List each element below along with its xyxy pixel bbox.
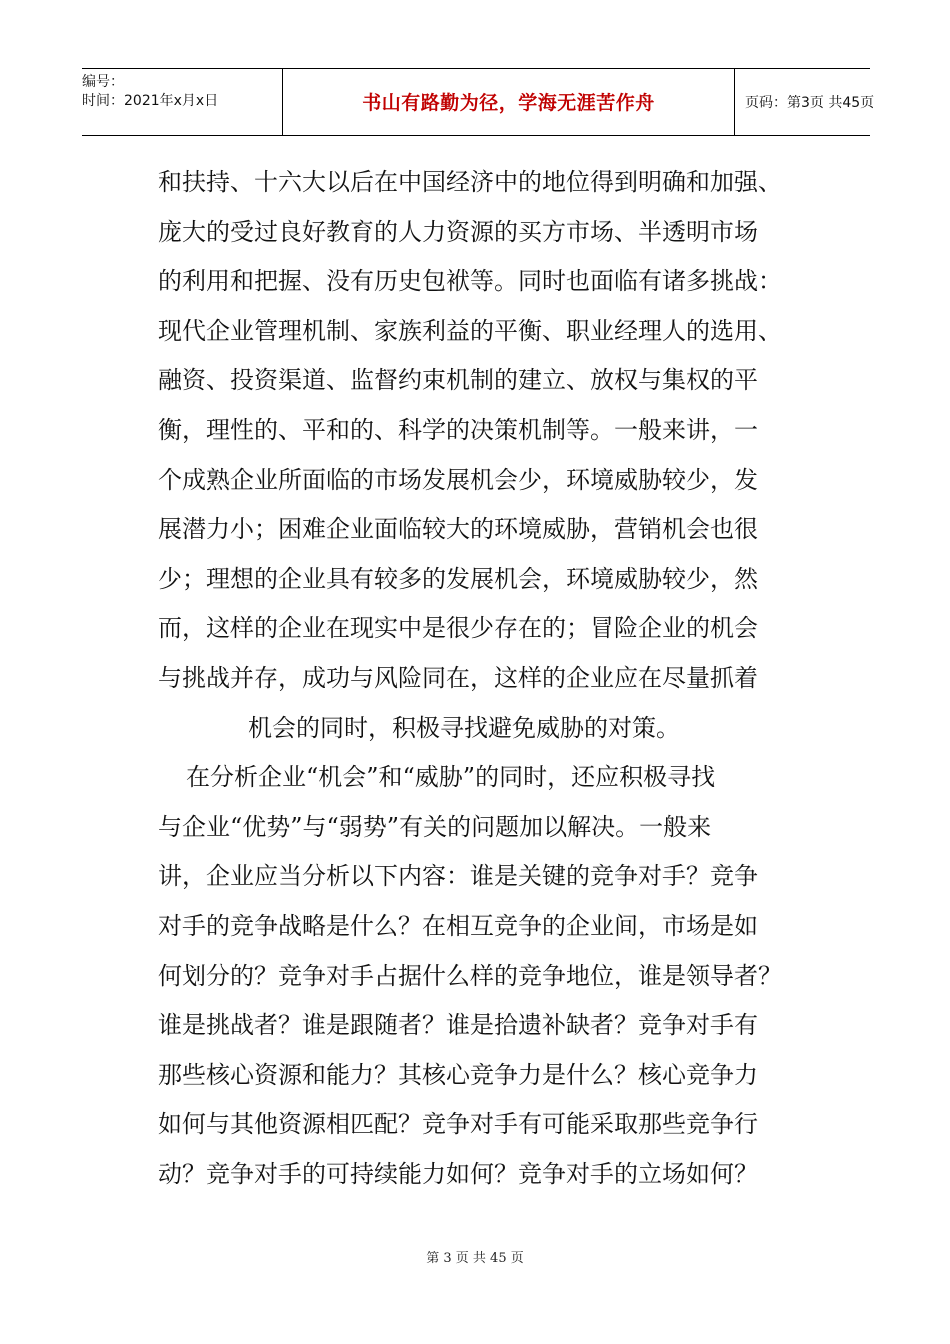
body-line: 融资、投资渠道、监督约束机制的建立、放权与集权的平 (158, 366, 758, 395)
body-line: 少；理想的企业具有较多的发展机会，环境威胁较少，然 (158, 564, 758, 593)
body-line: 与挑战并存，成功与风险同在，这样的企业应在尽量抓着 (158, 663, 758, 692)
body-line: 个成熟企业所面临的市场发展机会少，环境威胁较少，发 (158, 465, 758, 494)
body-line: 的利用和把握、没有历史包袱等。同时也面临有诸多挑战： (158, 267, 782, 296)
body-line: 和扶持、十六大以后在中国经济中的地位得到明确和加强、 (158, 168, 782, 196)
body-line: 展潜力小；困难企业面临较大的环境威胁，营销机会也很 (158, 515, 758, 544)
body-line: 现代企业管理机制、家族利益的平衡、职业经理人的选用、 (158, 316, 782, 345)
document-number-label: 编号： (82, 74, 124, 90)
body-line: 何划分的？竞争对手占据什么样的竞争地位，谁是领导者？ (158, 961, 782, 990)
header-meta (82, 69, 283, 135)
body-line: 庞大的受过良好教育的人力资源的买方市场、半透明市场 (158, 217, 758, 246)
body-line: 如何与其他资源相匹配？竞争对手有可能采取那些竞争行 (158, 1110, 758, 1139)
body-line: 与企业“优势”与“弱势”有关的问题加以解决。一般来 (158, 812, 712, 841)
page-header (82, 68, 875, 136)
document-body (158, 158, 808, 1199)
header-page-info: 页码：第3页 共45页 (745, 95, 875, 111)
body-line: 动？竞争对手的可持续能力如何？竞争对手的立场如何？ (158, 1159, 758, 1188)
page-footer: 第 3 页 共 45 页 (426, 1251, 524, 1266)
body-line: 对手的竞争战略是什么？在相互竞争的企业间，市场是如 (158, 911, 758, 940)
body-line: 谁是挑战者？谁是跟随者？谁是拾遗补缺者？竞争对手有 (158, 1011, 758, 1040)
body-line: 而，这样的企业在现实中是很少存在的；冒险企业的机会 (158, 614, 758, 643)
body-line: 衡，理性的、平和的、科学的决策机制等。一般来讲，一 (158, 415, 758, 444)
body-line: 机会的同时，积极寻找避免威胁的对策。 (248, 713, 680, 742)
body-line: 讲，企业应当分析以下内容：谁是关键的竞争对手？竞争 (158, 862, 758, 891)
header-motto: 书山有路勤为径，学海无涯苦作舟 (283, 69, 735, 135)
document-date-label: 时间：2021年x月x日 (82, 93, 219, 109)
body-line: 那些核心资源和能力？其核心竞争力是什么？核心竞争力 (158, 1060, 758, 1089)
body-line: 在分析企业“机会”和“威胁”的同时，还应积极寻找 (186, 763, 716, 792)
